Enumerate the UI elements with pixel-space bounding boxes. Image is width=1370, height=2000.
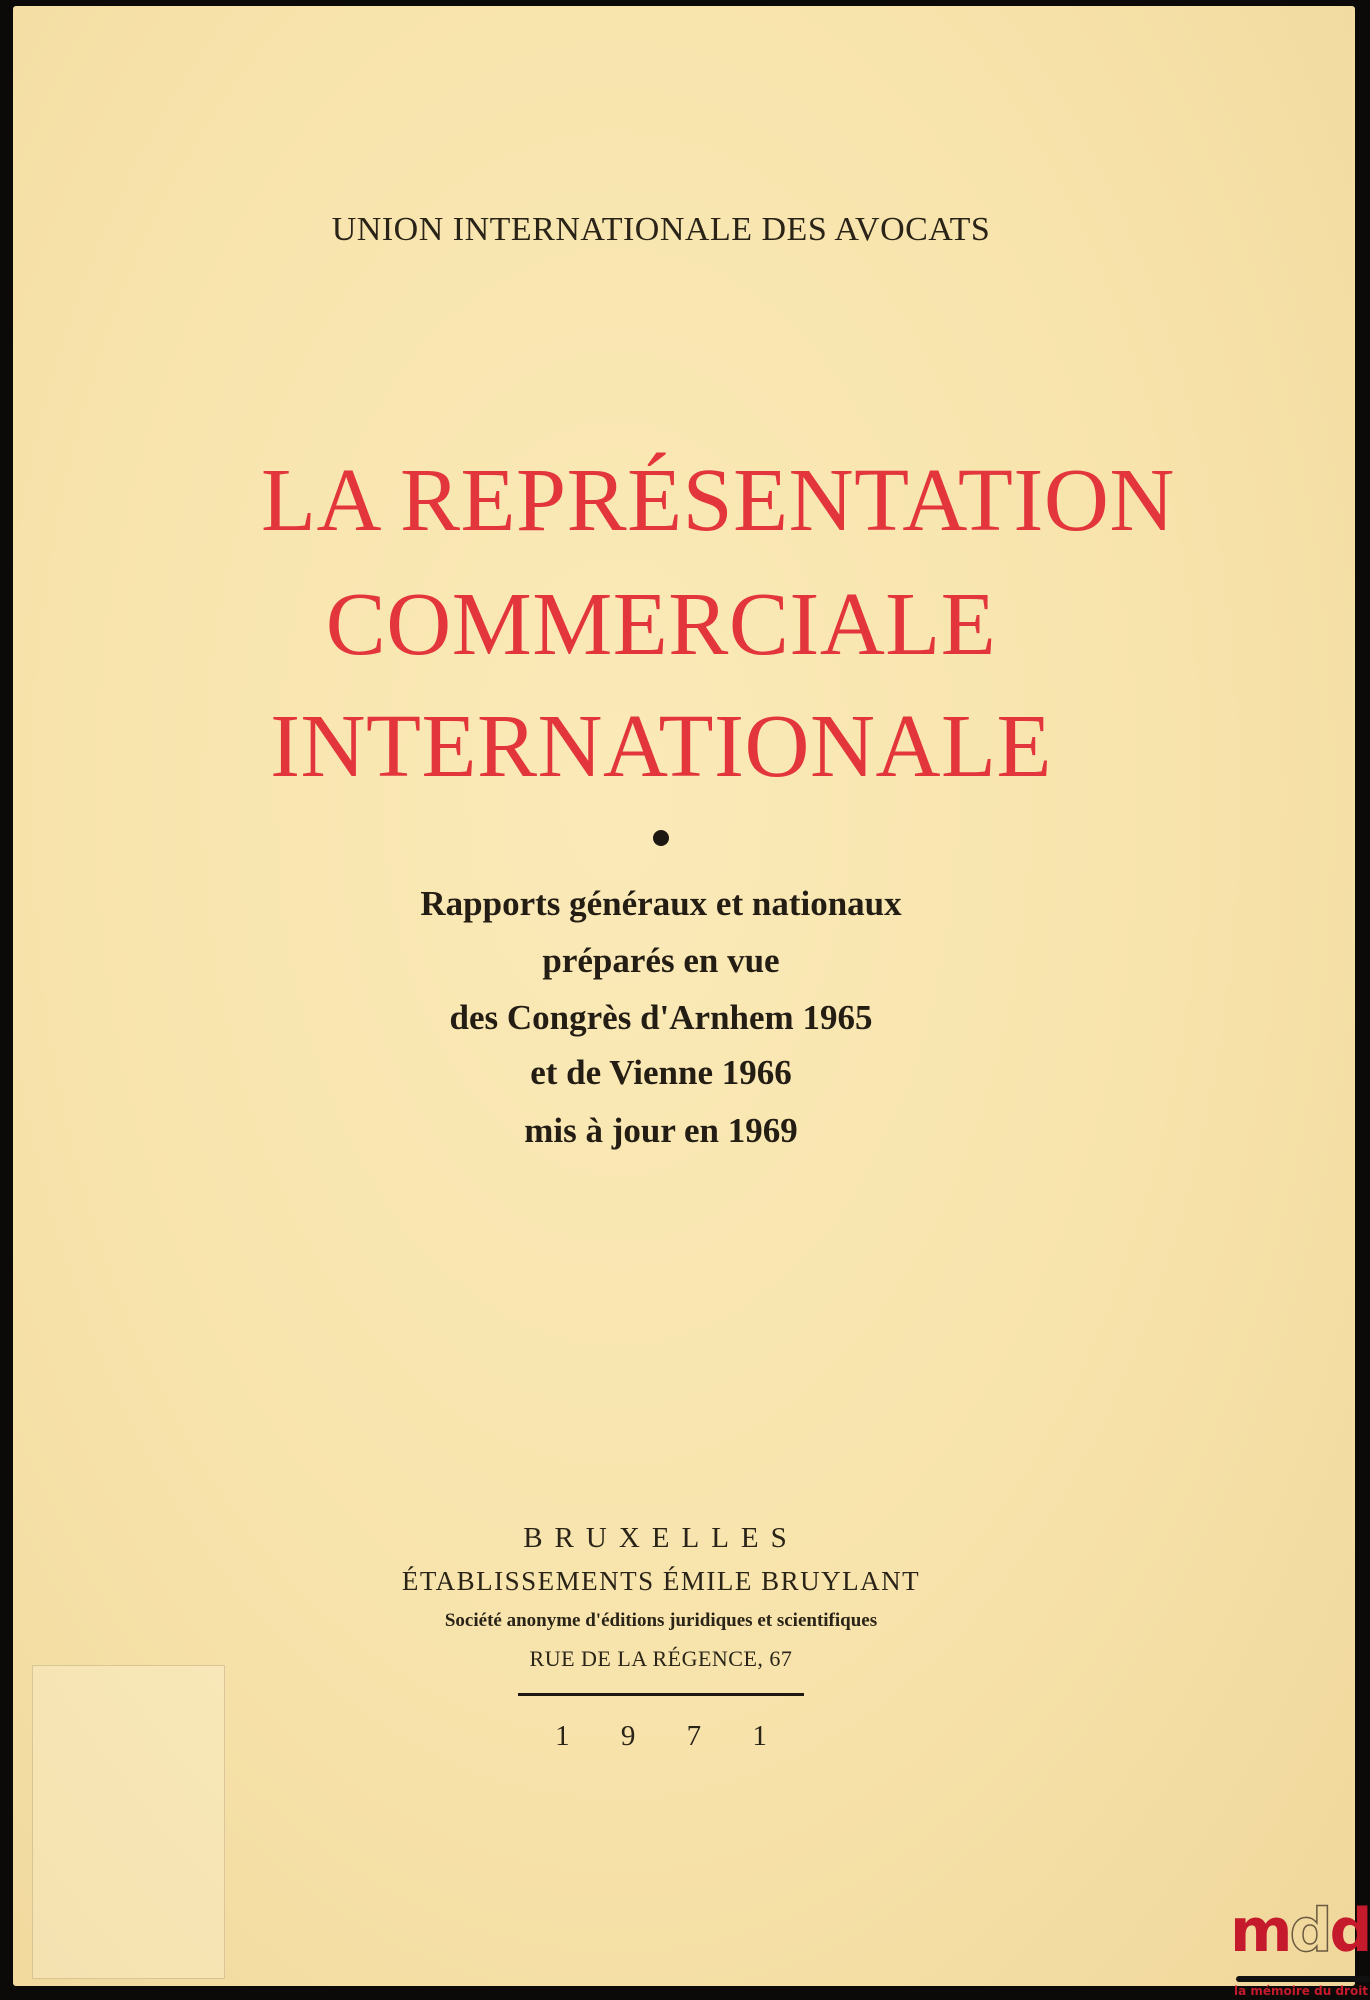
title-line-1: LA REPRÉSENTATION (261, 451, 1175, 550)
mdd-watermark-logo (1200, 1880, 1370, 2000)
title-line-2: COMMERCIALE (325, 575, 997, 674)
divider-rule (518, 1693, 804, 1696)
book-cover (13, 6, 1355, 1986)
publisher-address: RUE DE LA RÉGENCE, 67 (529, 1646, 793, 1671)
publisher-description: Société anonyme d'éditions juridiques et scientifiques (444, 1610, 878, 1631)
logo-letters: mdd (1230, 1896, 1370, 1966)
subtitle-line-1: Rapports généraux et nationaux (420, 884, 902, 923)
publisher-city: BRUXELLES (523, 1522, 799, 1554)
subtitle-line-5: mis à jour en 1969 (524, 1111, 798, 1150)
bullet-separator (653, 830, 669, 846)
subtitle-line-3: des Congrès d'Arnhem 1965 (449, 998, 873, 1037)
title-line-3: INTERNATIONALE (270, 697, 1052, 796)
subtitle-line-2: préparés en vue (542, 941, 780, 980)
subtitle-line-4: et de Vienne 1966 (530, 1053, 792, 1092)
organization-name: UNION INTERNATIONALE DES AVOCATS (331, 211, 991, 248)
logo-bar (1236, 1976, 1370, 1982)
publication-year: 1 9 7 1 (555, 1720, 767, 1752)
publisher-name: ÉTABLISSEMENTS ÉMILE BRUYLANT (401, 1566, 921, 1596)
library-label-residue (32, 1665, 225, 1979)
logo-tagline: la mémoire du droit (1234, 1984, 1369, 1998)
